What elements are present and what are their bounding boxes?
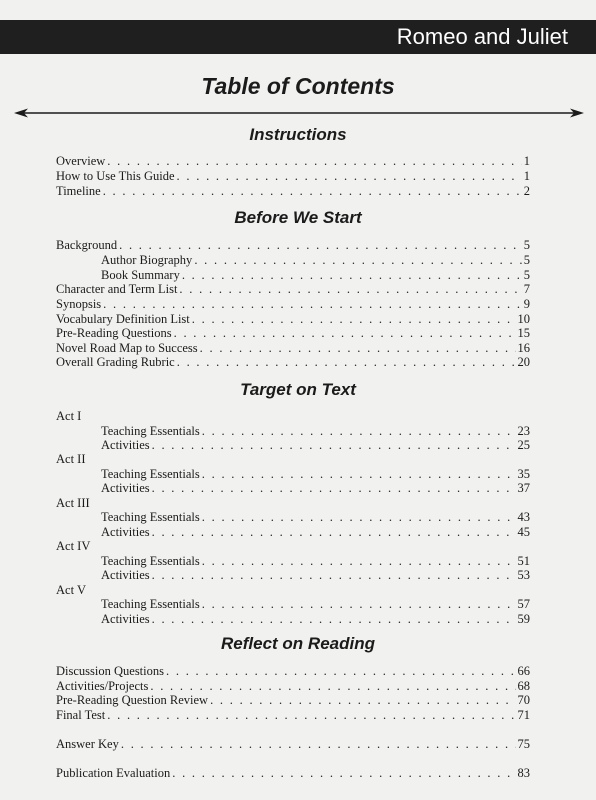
dot-leader <box>150 679 515 694</box>
toc-subentry <box>101 510 530 525</box>
toc-entry-label: Activities/Projects <box>56 679 149 693</box>
toc-entry <box>56 184 530 199</box>
dot-leader <box>202 554 516 569</box>
toc-subentry <box>101 554 530 569</box>
toc-entry-label: Answer Key <box>56 737 119 751</box>
toc-entry-page: 15 <box>517 326 530 340</box>
toc-entry-page: 59 <box>517 612 530 626</box>
toc-entry-page: 37 <box>517 481 530 495</box>
toc-entry-page: 5 <box>523 268 530 282</box>
toc-entry-label: Publication Evaluation <box>56 766 171 780</box>
toc-entry <box>56 708 530 723</box>
dot-leader <box>103 297 522 312</box>
toc-entry-label: Overall Grading Rubric <box>56 355 175 369</box>
dot-leader <box>202 510 516 525</box>
toc-entry <box>56 238 530 253</box>
dot-leader <box>210 693 515 708</box>
dot-leader <box>166 664 516 679</box>
toc-entry-page: 43 <box>517 510 530 524</box>
toc-entry-publication-evaluation <box>56 766 530 781</box>
toc-entry-label: Activities <box>101 481 150 495</box>
toc-entry-label: Pre-Reading Questions <box>56 326 172 340</box>
dot-leader <box>107 154 521 169</box>
title-banner <box>0 20 596 54</box>
toc-entry-page: 57 <box>517 597 530 611</box>
dot-leader <box>192 312 516 327</box>
toc-entry-page: 70 <box>517 693 530 707</box>
toc-subentry <box>101 467 530 482</box>
dot-leader <box>119 238 522 253</box>
toc-entry-label: Teaching Essentials <box>101 597 200 611</box>
toc-entry <box>56 297 530 312</box>
toc-entry-label: Vocabulary Definition List <box>56 312 190 326</box>
toc-entry-page: 23 <box>517 424 530 438</box>
toc-entry-page: 1 <box>523 154 530 168</box>
toc-entry-label: Discussion Questions <box>56 664 164 678</box>
toc-entry-label: Overview <box>56 154 106 168</box>
toc-entry-label: Final Test <box>56 708 106 722</box>
toc-entry-page: 83 <box>517 766 530 780</box>
toc-subentry <box>101 568 530 583</box>
dot-leader <box>172 766 515 781</box>
toc-entry-page: 7 <box>523 282 530 296</box>
dot-leader <box>121 737 516 752</box>
toc-entry-label: Teaching Essentials <box>101 424 200 438</box>
section-heading-instructions: Instructions <box>249 125 347 144</box>
toc-subentry <box>101 424 530 439</box>
toc-entry-page: 1 <box>523 169 530 183</box>
banner-title: Romeo and Juliet <box>396 24 568 49</box>
toc-entry-page: 10 <box>517 312 530 326</box>
toc-entry-label: Book Summary <box>101 268 180 282</box>
toc-subentry <box>101 481 530 496</box>
toc-entry-label: Author Biography <box>101 253 193 267</box>
dot-leader <box>107 708 515 723</box>
dot-leader <box>182 268 522 283</box>
toc-entry <box>56 312 530 327</box>
toc-entry-label: Teaching Essentials <box>101 467 200 481</box>
toc-entry-page: 2 <box>523 184 530 198</box>
toc-entry-page: 20 <box>517 355 530 369</box>
toc-subentry <box>101 525 530 540</box>
toc-entry <box>56 282 530 297</box>
dot-leader <box>177 355 516 370</box>
toc-entry-page: 25 <box>517 438 530 452</box>
dot-leader <box>202 467 516 482</box>
dot-leader <box>152 612 516 627</box>
dot-leader <box>202 424 516 439</box>
toc-entry-page: 16 <box>517 341 530 355</box>
act-label: Act I <box>56 409 82 423</box>
dot-leader <box>152 525 516 540</box>
toc-entry-label: Activities <box>101 612 150 626</box>
dot-leader <box>177 169 522 184</box>
toc-entry-label: Background <box>56 238 118 252</box>
toc-entry-page: 51 <box>517 554 530 568</box>
dot-leader <box>174 326 516 341</box>
toc-entry-page: 45 <box>517 525 530 539</box>
toc-entry <box>56 693 530 708</box>
section-heading-reflect-on-reading: Reflect on Reading <box>221 634 375 653</box>
toc-entry-label: Pre-Reading Question Review <box>56 693 209 707</box>
toc-entry-label: How to Use This Guide <box>56 169 175 183</box>
act-label: Act V <box>56 583 86 597</box>
page-title: Table of Contents <box>201 73 395 99</box>
toc-entry-answer-key <box>56 737 530 752</box>
toc-entry-page: 75 <box>517 737 530 751</box>
toc-entry <box>56 169 530 184</box>
toc-entry <box>56 341 530 356</box>
dot-leader <box>200 341 516 356</box>
double-arrow-rule <box>14 107 584 119</box>
toc-entry-page: 66 <box>517 664 530 678</box>
toc-entry-label: Synopsis <box>56 297 102 311</box>
toc-entry <box>56 679 530 694</box>
toc-entry-label: Activities <box>101 438 150 452</box>
dot-leader <box>103 184 522 199</box>
toc-entry-page: 5 <box>523 253 530 267</box>
toc-entry-label: Teaching Essentials <box>101 510 200 524</box>
section-heading-before-we-start: Before We Start <box>234 208 362 227</box>
toc-entry-page: 9 <box>523 297 530 311</box>
dot-leader <box>194 253 521 268</box>
toc-entry-label: Activities <box>101 568 150 582</box>
toc-subentry <box>101 438 530 453</box>
toc-entry-page: 68 <box>517 679 530 693</box>
toc-entry-label: Timeline <box>56 184 101 198</box>
act-label: Act II <box>56 452 86 466</box>
toc-entry-label: Teaching Essentials <box>101 554 200 568</box>
dot-leader <box>152 568 516 583</box>
toc-entry-page: 53 <box>517 568 530 582</box>
toc-entry <box>56 154 530 169</box>
toc-entry-label: Activities <box>101 525 150 539</box>
toc-entry <box>56 326 530 341</box>
dot-leader <box>152 438 516 453</box>
toc-entry-page: 71 <box>517 708 530 722</box>
toc-entry <box>56 355 530 370</box>
toc-subentry <box>101 253 530 268</box>
toc-entry-page: 35 <box>517 467 530 481</box>
act-label: Act III <box>56 496 90 510</box>
toc-subentry <box>101 612 530 627</box>
toc-subentry <box>101 597 530 612</box>
toc-entry-page: 5 <box>523 238 530 252</box>
act-label: Act IV <box>56 539 91 553</box>
dot-leader <box>179 282 521 297</box>
toc-entry <box>56 664 530 679</box>
toc-entry-label: Character and Term List <box>56 282 178 296</box>
dot-leader <box>202 597 516 612</box>
section-heading-target-on-text: Target on Text <box>240 380 356 399</box>
toc-entry-label: Novel Road Map to Success <box>56 341 198 355</box>
dot-leader <box>152 481 516 496</box>
toc-subentry <box>101 268 530 283</box>
